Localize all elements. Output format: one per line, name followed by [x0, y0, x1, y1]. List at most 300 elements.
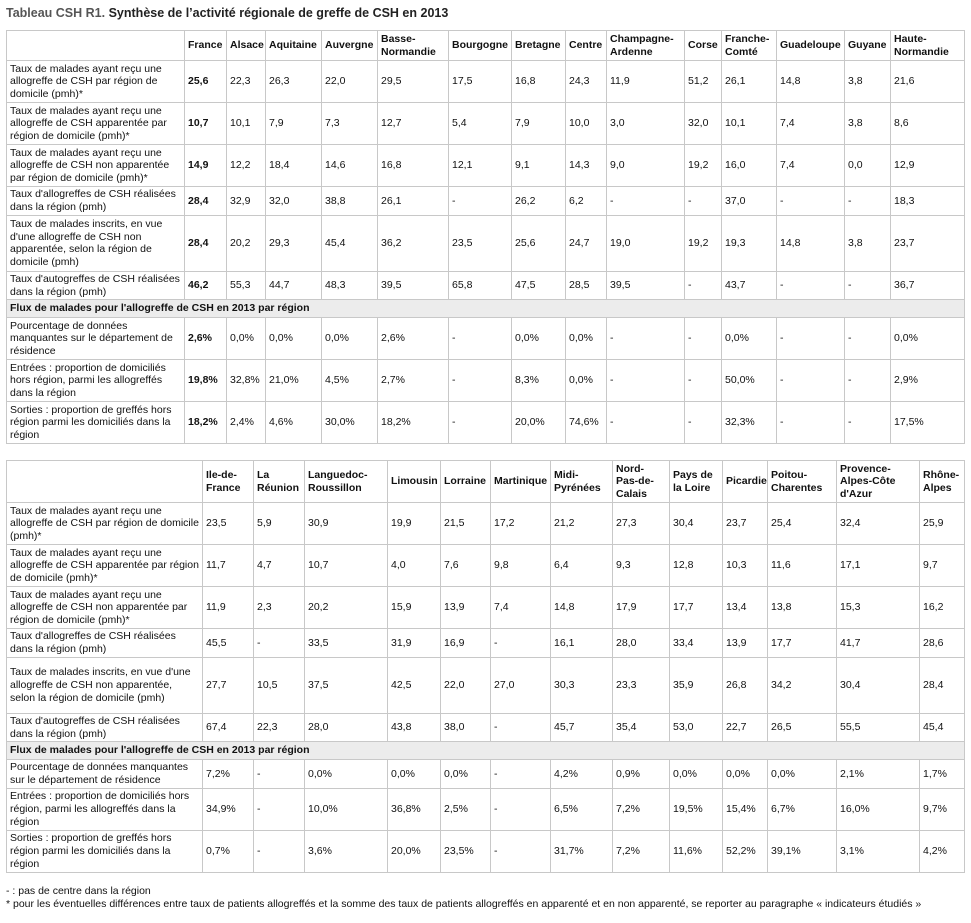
table-cell: 25,4	[768, 503, 837, 545]
table-cell: 11,9	[607, 61, 685, 103]
table-cell: 12,9	[891, 145, 965, 187]
table-cell: 38,0	[441, 713, 491, 742]
table-cell: 42,5	[388, 657, 441, 713]
table-cell: 3,6%	[305, 830, 388, 872]
table-cell: 43,7	[722, 271, 777, 300]
table-cell: 4,6%	[266, 402, 322, 444]
table-cell: 17,2	[491, 503, 551, 545]
table-cell: 39,1%	[768, 830, 837, 872]
table-cell: 14,8	[777, 61, 845, 103]
table-cell: 55,3	[227, 271, 266, 300]
table-cell: 22,3	[254, 713, 305, 742]
table-cell: 28,4	[185, 187, 227, 216]
table-cell: 0,0%	[227, 318, 266, 360]
table-cell: 0,0%	[512, 318, 566, 360]
table-row	[7, 629, 965, 658]
table-cell: 2,6%	[378, 318, 449, 360]
table-cell: 3,8	[845, 61, 891, 103]
column-header: Corse	[685, 31, 722, 61]
table-cell: 41,7	[837, 629, 920, 658]
table-cell: 37,5	[305, 657, 388, 713]
table-cell: 14,3	[566, 145, 607, 187]
table-cell: 2,5%	[441, 788, 491, 830]
table-cell: 9,7%	[920, 788, 965, 830]
column-header: Auvergne	[322, 31, 378, 61]
section-label: Flux de malades pour l'allogreffe de CSH en 2013 par région	[7, 742, 965, 760]
table-cell: 0,0%	[722, 318, 777, 360]
table-cell: 36,2	[378, 215, 449, 271]
table-cell: 11,7	[203, 545, 254, 587]
table-cell: 9,7	[920, 545, 965, 587]
table-cell: 3,1%	[837, 830, 920, 872]
table-cell: -	[607, 318, 685, 360]
table-cell: 0,0%	[891, 318, 965, 360]
row-label: Entrées : proportion de domiciliés hors région, parmi les allogreffés dans la région	[7, 788, 203, 830]
header-row	[7, 461, 965, 503]
table-cell: 28,5	[566, 271, 607, 300]
table-cell: -	[777, 402, 845, 444]
table-cell: 10,7	[185, 103, 227, 145]
table-cell: 2,6%	[185, 318, 227, 360]
table-cell: 20,2	[227, 215, 266, 271]
table-cell: 32,0	[266, 187, 322, 216]
table-cell: 26,5	[768, 713, 837, 742]
table-cell: 21,0%	[266, 360, 322, 402]
table-cell: 16,1	[551, 629, 613, 658]
table-cell: 48,3	[322, 271, 378, 300]
table-cell: -	[607, 360, 685, 402]
table-cell: 17,9	[613, 587, 670, 629]
table-row	[7, 145, 965, 187]
row-label: Taux d'allogreffes de CSH réalisées dans la région (pmh)	[7, 187, 185, 216]
summary-table-2	[6, 460, 965, 873]
table-cell: 3,8	[845, 215, 891, 271]
table-cell: 28,4	[920, 657, 965, 713]
table-cell: 23,7	[891, 215, 965, 271]
column-header: Poitou-Charentes	[768, 461, 837, 503]
table-row	[7, 760, 965, 789]
table-title	[6, 6, 965, 21]
table-cell: -	[845, 360, 891, 402]
table-cell: -	[685, 360, 722, 402]
footnote-asterisk: * pour les éventuelles différences entre taux de patients allogreffés et la somme des taux de patients allogreffés en apparenté et en non apparenté, se reporter au paragraphe « indicateurs étudiés »	[6, 897, 922, 910]
table-cell: 10,1	[722, 103, 777, 145]
column-header: Lorraine	[441, 461, 491, 503]
table-cell: 7,6	[441, 545, 491, 587]
table-cell: 0,0%	[566, 318, 607, 360]
table-cell: 14,6	[322, 145, 378, 187]
table-cell: 45,7	[551, 713, 613, 742]
table-cell: 23,5	[449, 215, 512, 271]
table-cell: 53,0	[670, 713, 723, 742]
table-row	[7, 713, 965, 742]
table-cell: 11,6	[768, 545, 837, 587]
column-header: Haute-Normandie	[891, 31, 965, 61]
table-cell: 35,9	[670, 657, 723, 713]
table-cell: 39,5	[378, 271, 449, 300]
table-cell: -	[777, 187, 845, 216]
table-cell: 8,3%	[512, 360, 566, 402]
table-cell: 19,0	[607, 215, 685, 271]
table-cell: 23,3	[613, 657, 670, 713]
row-label: Taux de malades ayant reçu une allogreffe de CSH non apparentée par région de domicile (pmh)*	[7, 145, 185, 187]
table-cell: 30,0%	[322, 402, 378, 444]
table-cell: -	[685, 187, 722, 216]
table-cell: 30,4	[670, 503, 723, 545]
table-row	[7, 103, 965, 145]
table-cell: 3,0	[607, 103, 685, 145]
table-cell: -	[607, 402, 685, 444]
row-label: Taux de malades ayant reçu une allogreffe de CSH apparentée par région de domicile (pmh)*	[7, 103, 185, 145]
table-heading: Synthèse de l’activité régionale de greffe de CSH en 2013	[108, 6, 449, 20]
table-cell: 44,7	[266, 271, 322, 300]
table-cell: 13,4	[723, 587, 768, 629]
table-cell: 7,4	[777, 103, 845, 145]
table-cell: 29,3	[266, 215, 322, 271]
table-cell: 19,5%	[670, 788, 723, 830]
table-cell: 36,7	[891, 271, 965, 300]
table-cell: 15,9	[388, 587, 441, 629]
column-header: Alsace	[227, 31, 266, 61]
table-cell: 21,2	[551, 503, 613, 545]
table-cell: 31,7%	[551, 830, 613, 872]
table-cell: 32,0	[685, 103, 722, 145]
table-row	[7, 61, 965, 103]
table-cell: 17,5	[449, 61, 512, 103]
table-cell: -	[449, 187, 512, 216]
column-header: France	[185, 31, 227, 61]
table-cell: 7,3	[322, 103, 378, 145]
table-cell: 22,3	[227, 61, 266, 103]
column-header: Guyane	[845, 31, 891, 61]
column-header: Picardie	[723, 461, 768, 503]
table-cell: 18,3	[891, 187, 965, 216]
table-cell: 0,0%	[441, 760, 491, 789]
table-cell: 38,8	[322, 187, 378, 216]
table-cell: 21,6	[891, 61, 965, 103]
table-cell: 26,3	[266, 61, 322, 103]
table-cell: 10,7	[305, 545, 388, 587]
table-cell: 0,0%	[322, 318, 378, 360]
table-cell: 67,4	[203, 713, 254, 742]
row-label: Taux d'autogreffes de CSH réalisées dans la région (pmh)	[7, 271, 185, 300]
table-cell: 2,9%	[891, 360, 965, 402]
table-cell: 6,5%	[551, 788, 613, 830]
table-cell: 3,8	[845, 103, 891, 145]
table-cell: 11,6%	[670, 830, 723, 872]
row-label: Entrées : proportion de domiciliés hors région, parmi les allogreffés dans la région	[7, 360, 185, 402]
table-row	[7, 215, 965, 271]
table-cell: 28,0	[613, 629, 670, 658]
footnote-dash: - : pas de centre dans la région	[6, 884, 151, 897]
table-cell: -	[254, 760, 305, 789]
table-cell: -	[845, 271, 891, 300]
table-cell: 7,2%	[203, 760, 254, 789]
table-cell: 47,5	[512, 271, 566, 300]
table-cell: -	[491, 830, 551, 872]
table-row	[7, 830, 965, 872]
table-cell: 0,0%	[768, 760, 837, 789]
table-cell: -	[491, 629, 551, 658]
table-cell: 65,8	[449, 271, 512, 300]
table-cell: 0,7%	[203, 830, 254, 872]
table-cell: 24,3	[566, 61, 607, 103]
table-cell: 0,0	[845, 145, 891, 187]
table-cell: 1,7%	[920, 760, 965, 789]
header-corner	[7, 31, 185, 61]
table-cell: 12,8	[670, 545, 723, 587]
table-cell: 34,2	[768, 657, 837, 713]
table-cell: 45,5	[203, 629, 254, 658]
table-cell: 0,0%	[566, 360, 607, 402]
table-cell: 21,5	[441, 503, 491, 545]
table-cell: 6,7%	[768, 788, 837, 830]
table-cell: 0,0%	[723, 760, 768, 789]
table-cell: 14,9	[185, 145, 227, 187]
table-cell: 30,4	[837, 657, 920, 713]
table-cell: -	[449, 402, 512, 444]
table-cell: 28,4	[185, 215, 227, 271]
column-header: Basse-Normandie	[378, 31, 449, 61]
table-cell: 39,5	[607, 271, 685, 300]
column-header: Martinique	[491, 461, 551, 503]
row-label: Taux de malades ayant reçu une allogreffe de CSH par région de domicile (pmh)*	[7, 61, 185, 103]
table-cell: 23,7	[723, 503, 768, 545]
column-header: Franche-Comté	[722, 31, 777, 61]
section-row	[7, 742, 965, 760]
column-header: Centre	[566, 31, 607, 61]
table-cell: 17,1	[837, 545, 920, 587]
table-cell: 10,0%	[305, 788, 388, 830]
row-label: Taux de malades ayant reçu une allogreffe de CSH par région de domicile (pmh)*	[7, 503, 203, 545]
table-cell: 16,8	[512, 61, 566, 103]
table-cell: -	[449, 318, 512, 360]
table-cell: 0,0%	[266, 318, 322, 360]
table-cell: -	[254, 629, 305, 658]
table-cell: 4,2%	[551, 760, 613, 789]
table-cell: 4,7	[254, 545, 305, 587]
table-cell: 24,7	[566, 215, 607, 271]
table-cell: 32,3%	[722, 402, 777, 444]
column-header: Ile-de-France	[203, 461, 254, 503]
table-cell: 0,0%	[305, 760, 388, 789]
column-header: Guadeloupe	[777, 31, 845, 61]
table-cell: -	[254, 830, 305, 872]
column-header: Bourgogne	[449, 31, 512, 61]
table-cell: 14,8	[551, 587, 613, 629]
row-label: Taux d'allogreffes de CSH réalisées dans la région (pmh)	[7, 629, 203, 658]
table-cell: 20,0%	[512, 402, 566, 444]
table-cell: 2,7%	[378, 360, 449, 402]
table-row	[7, 587, 965, 629]
table-cell: 45,4	[322, 215, 378, 271]
row-label: Pourcentage de données manquantes sur le département de résidence	[7, 318, 185, 360]
table-cell: 9,3	[613, 545, 670, 587]
table-cell: -	[777, 271, 845, 300]
table-cell: 0,0%	[670, 760, 723, 789]
table-cell: -	[685, 271, 722, 300]
table-cell: 12,7	[378, 103, 449, 145]
table-cell: 6,2	[566, 187, 607, 216]
footnotes	[6, 885, 965, 911]
table-cell: 10,1	[227, 103, 266, 145]
table-cell: 10,5	[254, 657, 305, 713]
table-cell: 7,4	[491, 587, 551, 629]
table-cell: 26,1	[722, 61, 777, 103]
table-cell: 17,7	[670, 587, 723, 629]
table-cell: 22,0	[441, 657, 491, 713]
row-label: Taux de malades inscrits, en vue d'une allogreffe de CSH non apparentée, selon la région de domicile (pmh)	[7, 215, 185, 271]
table-cell: 11,9	[203, 587, 254, 629]
table-row	[7, 402, 965, 444]
table-cell: 22,0	[322, 61, 378, 103]
table-cell: 6,4	[551, 545, 613, 587]
table-cell: 4,0	[388, 545, 441, 587]
table-cell: 52,2%	[723, 830, 768, 872]
table-cell: 9,0	[607, 145, 685, 187]
table-cell: 27,3	[613, 503, 670, 545]
row-label: Taux d'autogreffes de CSH réalisées dans la région (pmh)	[7, 713, 203, 742]
table-cell: 18,2%	[378, 402, 449, 444]
table-cell: 28,6	[920, 629, 965, 658]
table-cell: -	[845, 187, 891, 216]
column-header: Languedoc-Roussillon	[305, 461, 388, 503]
row-label: Taux de malades inscrits, en vue d'une allogreffe de CSH non apparentée, selon la région de domicile (pmh)	[7, 657, 203, 713]
table-cell: 8,6	[891, 103, 965, 145]
table-row	[7, 545, 965, 587]
table-cell: 50,0%	[722, 360, 777, 402]
table-cell: -	[491, 788, 551, 830]
table-cell: 16,9	[441, 629, 491, 658]
table-cell: 18,4	[266, 145, 322, 187]
table-cell: 31,9	[388, 629, 441, 658]
section-row	[7, 300, 965, 318]
table-cell: 7,4	[777, 145, 845, 187]
table-cell: 10,3	[723, 545, 768, 587]
table-cell: 7,9	[512, 103, 566, 145]
column-header: Pays de la Loire	[670, 461, 723, 503]
table-cell: 43,8	[388, 713, 441, 742]
table-cell: 55,5	[837, 713, 920, 742]
table-row	[7, 360, 965, 402]
table-cell: 19,8%	[185, 360, 227, 402]
table-cell: 19,2	[685, 145, 722, 187]
column-header: Rhône-Alpes	[920, 461, 965, 503]
table-cell: 25,6	[185, 61, 227, 103]
table-cell: -	[685, 402, 722, 444]
table-cell: 23,5%	[441, 830, 491, 872]
table-cell: 26,8	[723, 657, 768, 713]
table-cell: 45,4	[920, 713, 965, 742]
table-cell: 34,9%	[203, 788, 254, 830]
table-cell: 19,3	[722, 215, 777, 271]
table-cell: 30,9	[305, 503, 388, 545]
table-cell: 26,2	[512, 187, 566, 216]
table-cell: 16,0	[722, 145, 777, 187]
table-cell: 74,6%	[566, 402, 607, 444]
table-row	[7, 657, 965, 713]
table-cell: 25,6	[512, 215, 566, 271]
table-cell: 33,5	[305, 629, 388, 658]
table-cell: 15,4%	[723, 788, 768, 830]
table-row	[7, 187, 965, 216]
table-cell: 28,0	[305, 713, 388, 742]
table-cell: -	[777, 360, 845, 402]
table-cell: 27,7	[203, 657, 254, 713]
table-cell: 19,9	[388, 503, 441, 545]
table-cell: 2,3	[254, 587, 305, 629]
table-cell: 26,1	[378, 187, 449, 216]
table-cell: -	[254, 788, 305, 830]
table-cell: 30,3	[551, 657, 613, 713]
row-label: Taux de malades ayant reçu une allogreffe de CSH apparentée par région de domicile (pmh)*	[7, 545, 203, 587]
table-cell: 5,4	[449, 103, 512, 145]
table-cell: 10,0	[566, 103, 607, 145]
table-cell: 16,2	[920, 587, 965, 629]
table-cell: 19,2	[685, 215, 722, 271]
row-label: Pourcentage de données manquantes sur le département de résidence	[7, 760, 203, 789]
table-cell: 32,8%	[227, 360, 266, 402]
table-cell: 20,2	[305, 587, 388, 629]
table-cell: 12,2	[227, 145, 266, 187]
column-header: Provence-Alpes-Côte d'Azur	[837, 461, 920, 503]
table-cell: -	[777, 318, 845, 360]
table-row	[7, 788, 965, 830]
table-row	[7, 318, 965, 360]
table-cell: 36,8%	[388, 788, 441, 830]
table-cell: -	[491, 760, 551, 789]
column-header: Nord-Pas-de-Calais	[613, 461, 670, 503]
table-cell: -	[685, 318, 722, 360]
table-cell: 4,2%	[920, 830, 965, 872]
column-header: Midi-Pyrénées	[551, 461, 613, 503]
table-cell: 37,0	[722, 187, 777, 216]
table-cell: 20,0%	[388, 830, 441, 872]
table-cell: 51,2	[685, 61, 722, 103]
table-cell: 25,9	[920, 503, 965, 545]
table-cell: 15,3	[837, 587, 920, 629]
table-cell: 29,5	[378, 61, 449, 103]
table-cell: 5,9	[254, 503, 305, 545]
header-row	[7, 31, 965, 61]
table-cell: 13,9	[723, 629, 768, 658]
column-header: La Réunion	[254, 461, 305, 503]
table-row	[7, 271, 965, 300]
summary-table-1	[6, 30, 965, 444]
row-label: Sorties : proportion de greffés hors région parmi les domiciliés dans la région	[7, 402, 185, 444]
column-header: Aquitaine	[266, 31, 322, 61]
column-header: Champagne-Ardenne	[607, 31, 685, 61]
table-cell: 46,2	[185, 271, 227, 300]
table-cell: 0,9%	[613, 760, 670, 789]
table-cell: 16,0%	[837, 788, 920, 830]
table-cell: 17,5%	[891, 402, 965, 444]
table-cell: 14,8	[777, 215, 845, 271]
table-cell: -	[845, 402, 891, 444]
header-corner	[7, 461, 203, 503]
table-cell: -	[491, 713, 551, 742]
table-cell: 32,4	[837, 503, 920, 545]
table-cell: 13,8	[768, 587, 837, 629]
table-row	[7, 503, 965, 545]
column-header: Limousin	[388, 461, 441, 503]
table-cell: 33,4	[670, 629, 723, 658]
table-cell: 23,5	[203, 503, 254, 545]
table-cell: 7,2%	[613, 830, 670, 872]
table-cell: -	[607, 187, 685, 216]
section-label: Flux de malades pour l'allogreffe de CSH en 2013 par région	[7, 300, 965, 318]
table-cell: 32,9	[227, 187, 266, 216]
